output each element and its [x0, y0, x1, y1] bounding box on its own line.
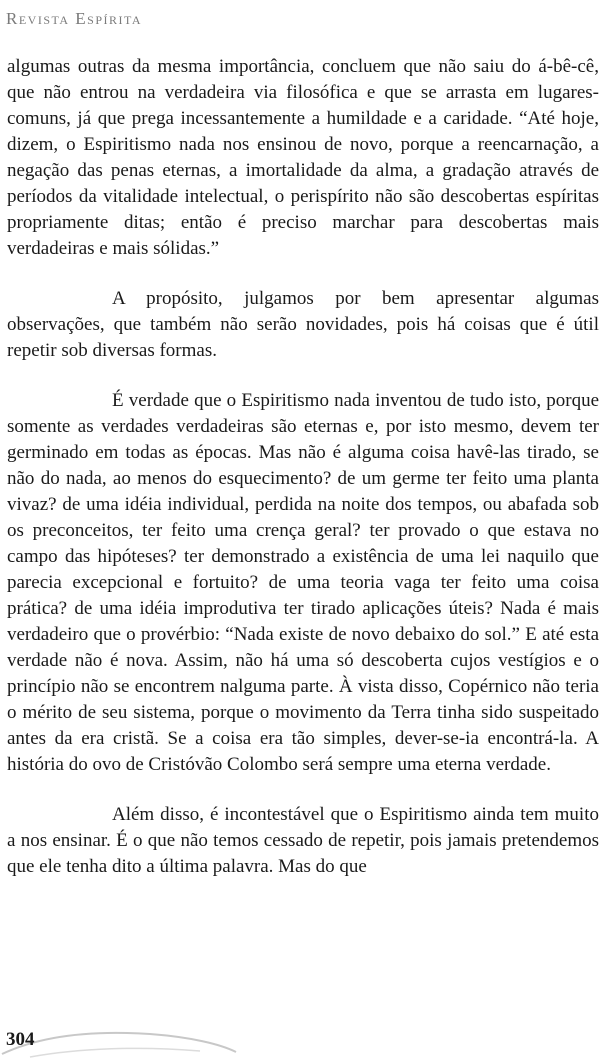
decorative-swoosh — [0, 1026, 240, 1059]
page-number: 304 — [6, 1029, 35, 1050]
paragraph: É verdade que o Espiritismo nada inventou de tudo isto, porque somente as verdades verdadeiras são eternas e, por isto mesmo, devem ter germinado em todas as épocas. Mas não é alguma coisa havê-las tirado, se não do nada, ao menos do esquecimento? de um germe ter feito uma planta vivaz? de uma idéia individual, perdida na noite dos tempos, ou abafada sob os preconceitos, ter feito uma crença geral? ter provado o que estava no campo das hipóteses? ter demonstrado a existência de uma lei naquilo que parecia excepcional e fortuito? de uma teoria vaga ter feito uma coisa prática? de uma idéia improdutiva ter tirado aplicações úteis? Nada é mais verdadeiro que o provérbio: “Nada existe de novo debaixo do sol.” E até esta verdade não é nova. Assim, não há uma só descoberta cujos vestígios e o princípio não se encontrem nalguma parte. À vista disso, Copérnico não teria o mérito de seu sistema, porque o movimento da Terra tinha sido suspeitado antes da era cristã. Se a coisa era tão simples, dever-se-ia encontrá-la. A história do ovo de Cristóvão Colombo será sempre uma eterna verdade. — [7, 390, 599, 775]
paragraph-continued: algumas outras da mesma importância, concluem que não saiu do á-bê-cê, que não entrou na verdadeira via filosófica e que se arrasta em lugares-comuns, já que prega incessantemente a humildade e a caridade. “Até hoje, dizem, o Espiritismo nada nos ensinou de novo, porque a reencarnação, a negação das penas eternas, a imortalidade da alma, a gradação através de períodos da vitalidade intelectual, o perispírito não são descobertas espíritas propriamente ditas; então é preciso marchar para descobertas mais verdadeiras e mais sólidas.” — [7, 56, 599, 259]
body-text — [7, 54, 599, 904]
running-title: Revista Espírita — [6, 9, 143, 28]
paragraph: Além disso, é incontestável que o Espiritismo ainda tem muito a nos ensinar. É o que não temos cessado de repetir, pois jamais pretendemos que ele tenha dito a última palavra. Mas do que — [7, 804, 599, 877]
paragraph: A propósito, julgamos por bem apresentar algumas observações, que também não serão novidades, pois há coisas que é útil repetir sob diversas formas. — [7, 288, 599, 361]
